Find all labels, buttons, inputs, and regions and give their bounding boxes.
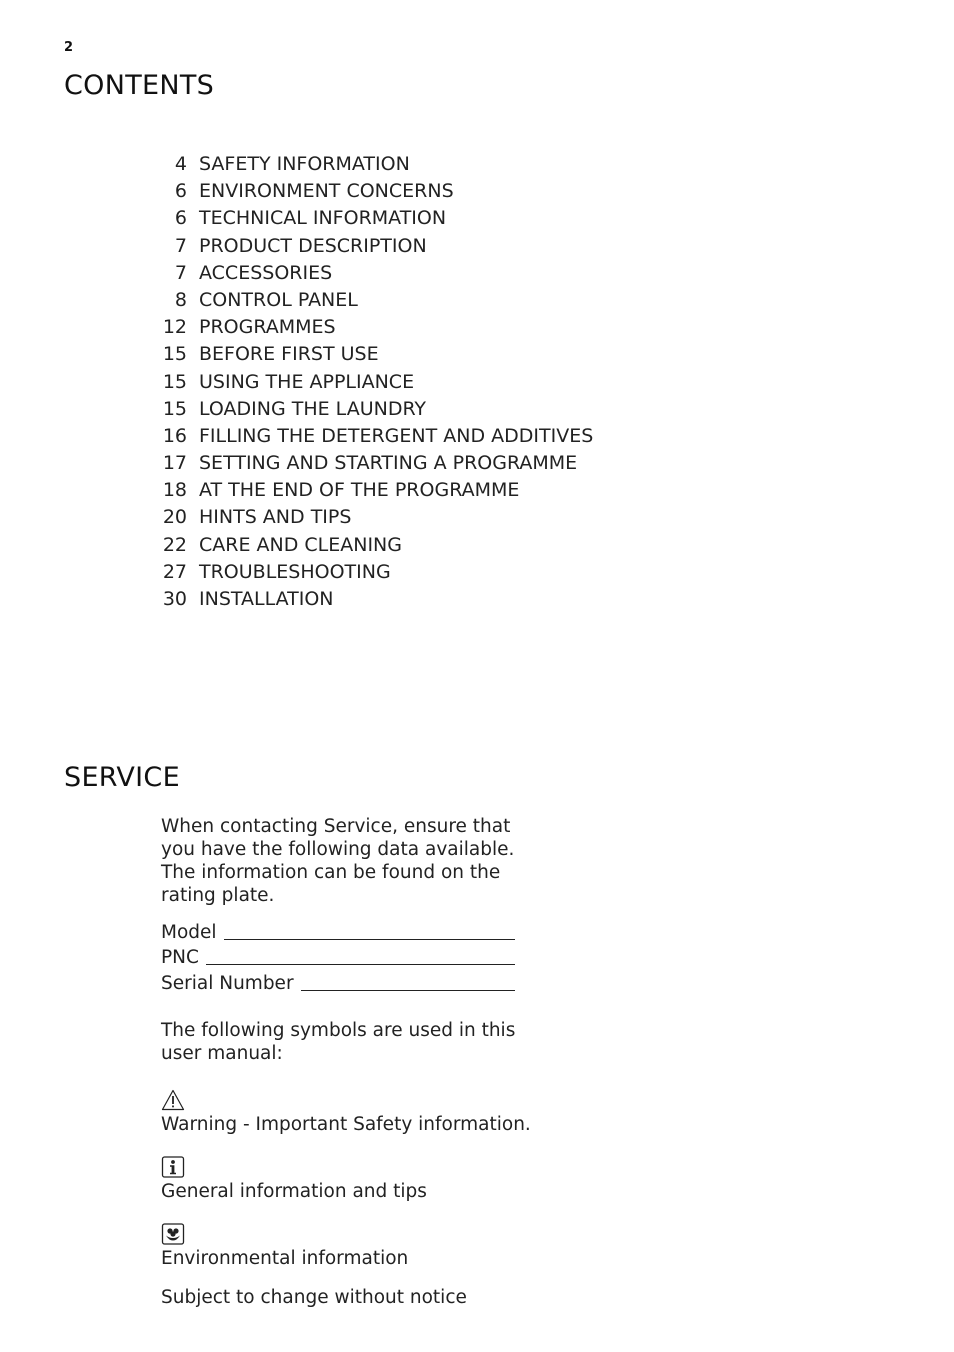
toc-item[interactable]	[150, 260, 593, 287]
intro-line: The information can be found on the	[161, 862, 501, 883]
toc-page-number: 6	[174, 180, 187, 203]
service-section	[161, 815, 541, 1309]
environment-flower-icon	[161, 1223, 185, 1245]
toc-title: TROUBLESHOOTING	[199, 560, 391, 583]
toc-item[interactable]	[150, 151, 593, 178]
toc-title: INSTALLATION	[199, 588, 334, 610]
toc-title: HINTS AND TIPS	[199, 506, 352, 529]
toc-item[interactable]	[150, 178, 593, 205]
service-intro	[161, 815, 541, 907]
toc-title: TECHNICAL INFORMATION	[199, 207, 447, 230]
pnc-field	[161, 944, 515, 970]
info-symbol-entry	[161, 1156, 541, 1203]
page-number: 2	[64, 40, 74, 55]
toc-page-number: 8	[174, 288, 187, 311]
toc-item[interactable]	[150, 369, 593, 396]
toc-item[interactable]	[150, 341, 593, 368]
toc-page-number: 18	[162, 479, 187, 502]
toc-item[interactable]	[150, 205, 593, 232]
toc-item[interactable]	[150, 450, 593, 477]
toc-title: USING THE APPLIANCE	[199, 370, 415, 393]
toc-page-number: 7	[174, 234, 187, 257]
toc-title: ENVIRONMENT CONCERNS	[199, 180, 454, 203]
toc-item[interactable]	[150, 532, 593, 559]
toc-title: AT THE END OF THE PROGRAMME	[199, 479, 520, 502]
toc-item[interactable]	[150, 559, 593, 586]
warning-symbol-entry	[161, 1089, 541, 1136]
toc-title: SETTING AND STARTING A PROGRAMME	[199, 452, 578, 475]
environment-symbol-entry	[161, 1223, 541, 1270]
model-field	[161, 918, 515, 944]
toc-page-number: 15	[162, 397, 187, 420]
serial-number-fill-line[interactable]	[301, 990, 515, 991]
toc-page-number: 22	[162, 533, 187, 556]
serial-number-field	[161, 969, 515, 995]
toc-page-number: 12	[162, 316, 187, 339]
toc-title: SAFETY INFORMATION	[199, 153, 410, 175]
toc-item[interactable]	[150, 423, 593, 450]
toc-title: PROGRAMMES	[199, 316, 336, 339]
warning-text: Warning - Important Safety information.	[161, 1113, 531, 1135]
toc-page-number: 4	[174, 153, 187, 175]
toc-page-number: 20	[162, 506, 187, 529]
toc-title: ACCESSORIES	[199, 261, 333, 284]
warning-triangle-icon	[161, 1089, 185, 1111]
toc-item[interactable]	[150, 314, 593, 341]
toc-page-number: 27	[162, 560, 187, 583]
intro-line: When contacting Service, ensure that	[161, 816, 511, 837]
change-notice: Subject to change without notice	[161, 1286, 467, 1308]
symbols-intro-line: user manual:	[161, 1042, 283, 1064]
toc-title: CARE AND CLEANING	[199, 533, 402, 556]
toc-item[interactable]	[150, 586, 593, 613]
toc-page-number: 15	[162, 343, 187, 366]
intro-line: you have the following data available.	[161, 839, 515, 860]
toc-page-number: 16	[162, 424, 187, 447]
toc-item[interactable]	[150, 477, 593, 504]
info-icon	[161, 1156, 185, 1178]
environment-text: Environmental information	[161, 1247, 409, 1269]
toc-page-number: 15	[162, 370, 187, 393]
table-of-contents	[150, 151, 593, 613]
model-fill-line[interactable]	[224, 939, 515, 940]
toc-page-number: 17	[162, 452, 187, 475]
intro-line: rating plate.	[161, 885, 275, 906]
symbols-intro-line: The following symbols are used in this	[161, 1019, 516, 1041]
pnc-label: PNC	[161, 947, 199, 968]
toc-page-number: 30	[162, 588, 187, 610]
service-heading: SERVICE	[64, 762, 180, 793]
toc-item[interactable]	[150, 287, 593, 314]
toc-title: LOADING THE LAUNDRY	[199, 397, 427, 420]
symbols-intro	[161, 1019, 541, 1065]
toc-title: CONTROL PANEL	[199, 288, 358, 311]
toc-item[interactable]	[150, 504, 593, 531]
model-label: Model	[161, 921, 217, 943]
toc-page-number: 6	[174, 207, 187, 230]
toc-title: FILLING THE DETERGENT AND ADDITIVES	[199, 424, 594, 447]
info-text: General information and tips	[161, 1180, 427, 1202]
toc-item[interactable]	[150, 233, 593, 260]
toc-page-number: 7	[174, 261, 187, 284]
serial-number-label: Serial Number	[161, 972, 294, 994]
toc-title: PRODUCT DESCRIPTION	[199, 234, 427, 257]
toc-item[interactable]	[150, 396, 593, 423]
contents-heading: CONTENTS	[64, 70, 215, 101]
pnc-fill-line[interactable]	[206, 964, 515, 965]
toc-title: BEFORE FIRST USE	[199, 343, 379, 366]
